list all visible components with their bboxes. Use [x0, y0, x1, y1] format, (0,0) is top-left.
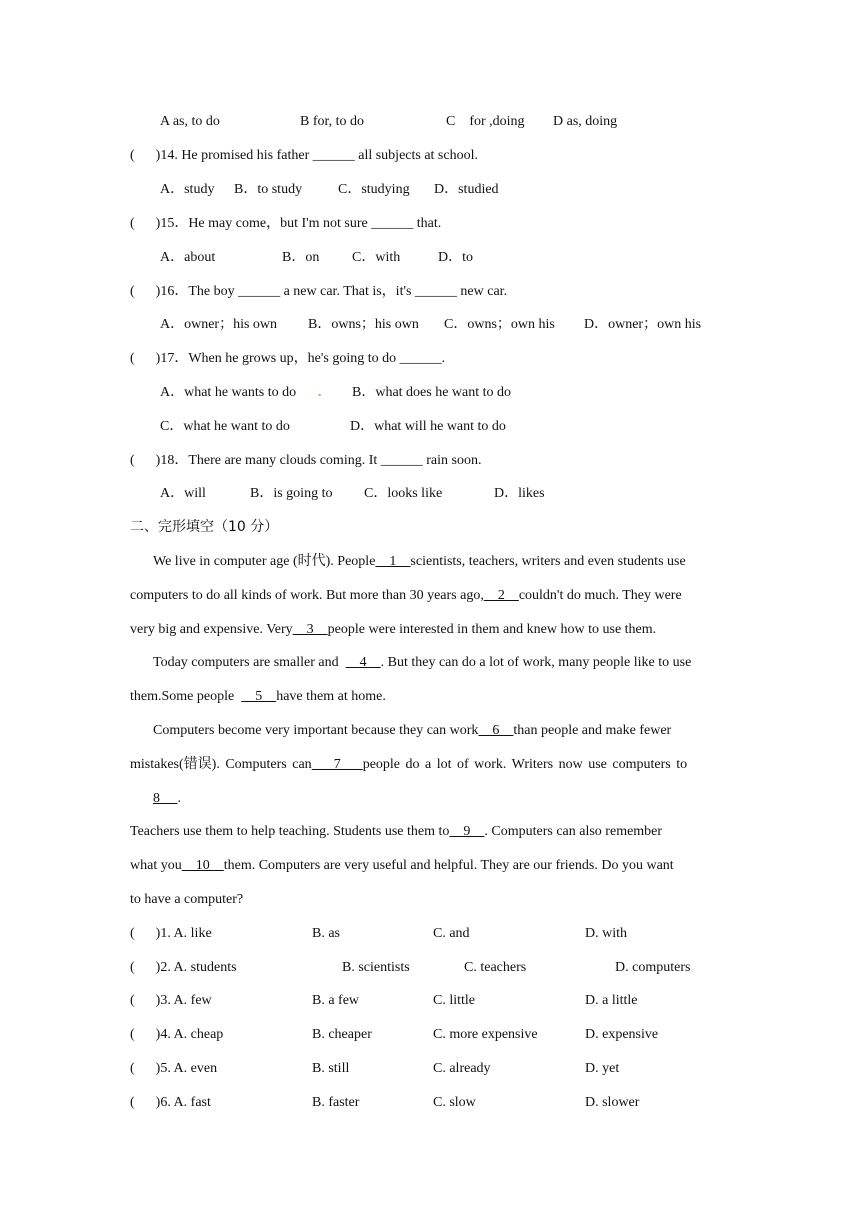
q16-option-b: B．owns；his own	[308, 317, 419, 332]
q17-option-c: C．what he want to do	[160, 419, 290, 434]
cloze-4-a: ( )4. A. cheap	[130, 1027, 224, 1042]
cloze-1-d: D. with	[585, 926, 627, 941]
cloze-1-b: B. as	[312, 926, 340, 941]
q15-option-c: C．with	[352, 250, 401, 265]
passage-line-6: Computers become very important because they can work 6 than people and make fewer	[153, 723, 672, 738]
cloze-5-c: C. already	[433, 1061, 491, 1076]
passage-line-8: 8 .	[153, 791, 181, 806]
cloze-4-b: B. cheaper	[312, 1027, 372, 1042]
passage-line-3: very big and expensive. Very 3 people were interested in them and knew how to use them.	[130, 622, 657, 637]
q16-option-c: C．owns；own his	[444, 317, 555, 332]
q18-option-c: C．looks like	[364, 486, 443, 501]
cloze-3-c: C. little	[433, 993, 475, 1008]
q17-mark: .	[318, 385, 322, 400]
blank-6: 6	[478, 723, 514, 738]
cloze-4-c: C. more expensive	[433, 1027, 538, 1042]
cloze-1-a: ( )1. A. like	[130, 926, 212, 941]
section-heading: 二、完形填空（10 分）	[130, 519, 279, 535]
cloze-4-d: D. expensive	[585, 1027, 659, 1042]
q14-option-d: D．studied	[434, 182, 499, 197]
passage-line-7: mistakes(错误). Computers can 7 people do a lot of work. Writers now use computers to	[130, 757, 688, 772]
q14-option-c: C．studying	[338, 182, 410, 197]
q14-option-a: A．study	[160, 182, 215, 197]
passage-line-1: We live in computer age (时代). People 1 scientists, teachers, writers and even students use	[153, 554, 686, 569]
passage-line-10: what you 10 them. Computers are very useful and helpful. They are our friends. Do you want	[130, 858, 674, 873]
cloze-2-a: ( )2. A. students	[130, 960, 237, 975]
q17-option-b: B．what does he want to do	[352, 385, 512, 400]
q16-option-d: D．owner；own his	[584, 317, 702, 332]
q16-stem: ( )16．The boy ______ a new car. That is，it's ______ new car.	[130, 284, 508, 299]
q13-option-b: B for, to do	[300, 114, 364, 129]
q13-option-a: A as, to do	[160, 114, 220, 129]
blank-5: 5	[241, 689, 277, 704]
blank-8: 8	[153, 791, 178, 806]
q15-option-b: B．on	[282, 250, 320, 265]
q17-option-d: D．what will he want to do	[350, 419, 506, 434]
blank-9: 9	[449, 824, 485, 839]
blank-4: 4	[345, 655, 381, 670]
q17-stem: ( )17．When he grows up，he's going to do ______.	[130, 351, 446, 366]
cloze-2-c: C. teachers	[464, 960, 527, 975]
cloze-3-d: D. a little	[585, 993, 638, 1008]
q18-stem: ( )18．There are many clouds coming. It ______ rain soon.	[130, 453, 482, 468]
cloze-6-b: B. faster	[312, 1095, 360, 1110]
cloze-5-a: ( )5. A. even	[130, 1061, 218, 1076]
blank-3: 3	[292, 622, 328, 637]
cloze-6-a: ( )6. A. fast	[130, 1095, 211, 1110]
q13-option-c: C for ,doing	[446, 114, 525, 129]
cloze-5-d: D. yet	[585, 1061, 620, 1076]
cloze-5-b: B. still	[312, 1061, 350, 1076]
passage-line-11: to have a computer?	[130, 892, 244, 907]
passage-line-9: Teachers use them to help teaching. Students use them to 9 . Computers can also remember	[130, 824, 663, 839]
cloze-6-c: C. slow	[433, 1095, 476, 1110]
q18-option-b: B．is going to	[250, 486, 333, 501]
q14-stem: ( )14. He promised his father ______ all subjects at school.	[130, 148, 478, 163]
q17-option-a: A．what he wants to do	[160, 385, 297, 400]
cloze-2-d: D. computers	[615, 960, 691, 975]
cloze-6-d: D. slower	[585, 1095, 640, 1110]
q15-stem: ( )15．He may come，but I'm not sure ______ that.	[130, 216, 442, 231]
q15-option-a: A．about	[160, 250, 216, 265]
blank-7: 7	[311, 757, 363, 772]
q13-option-d: D as, doing	[553, 114, 618, 129]
q18-option-a: A．will	[160, 486, 206, 501]
cloze-3-b: B. a few	[312, 993, 360, 1008]
q15-option-d: D．to	[438, 250, 473, 265]
q16-option-a: A．owner；his own	[160, 317, 278, 332]
q18-option-d: D．likes	[494, 486, 545, 501]
passage-line-2: computers to do all kinds of work. But more than 30 years ago, 2 couldn't do much. They were	[130, 588, 682, 603]
cloze-2-b: B. scientists	[342, 960, 410, 975]
cloze-1-c: C. and	[433, 926, 470, 941]
blank-1: 1	[375, 554, 411, 569]
passage-line-4: Today computers are smaller and 4 . But they can do a lot of work, many people like to use	[153, 655, 692, 670]
blank-2: 2	[483, 588, 519, 603]
q14-option-b: B．to study	[234, 182, 303, 197]
blank-10: 10	[181, 858, 224, 873]
passage-line-5: them.Some people 5 have them at home.	[130, 689, 386, 704]
cloze-3-a: ( )3. A. few	[130, 993, 212, 1008]
